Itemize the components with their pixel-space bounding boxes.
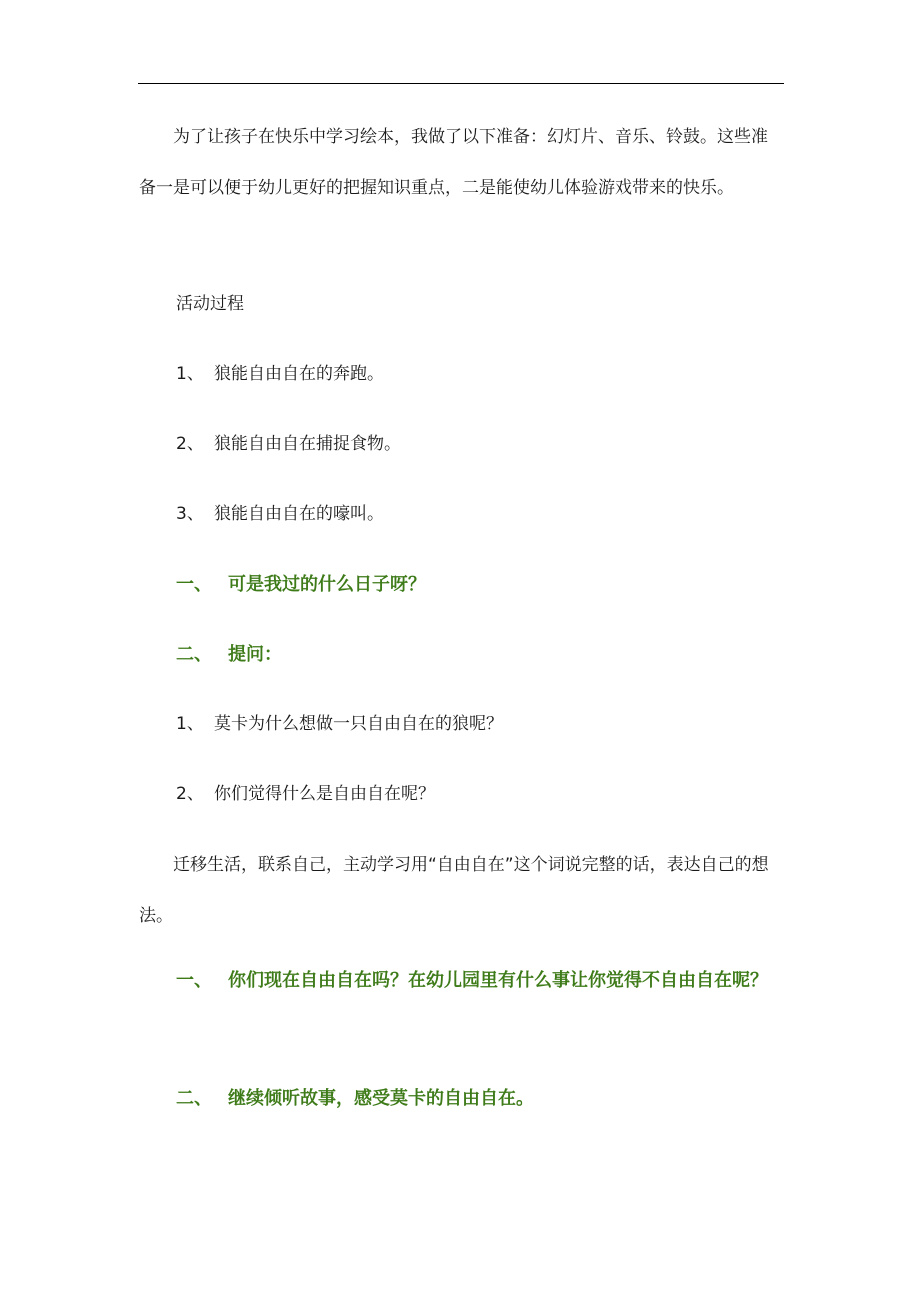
list-item-number: 2、	[176, 784, 204, 804]
heading-number: 一、	[176, 574, 212, 595]
list-item	[176, 716, 784, 733]
list-item-text: 狼能自由自在的奔跑。	[214, 364, 384, 384]
heading-text: 继续倾听故事，感受莫卡的自由自在。	[228, 1088, 534, 1109]
list-item-number: 1、	[176, 364, 204, 384]
heading-number: 二、	[176, 644, 212, 665]
list-item-text: 狼能自由自在的嚎叫。	[214, 504, 384, 524]
green-heading	[176, 576, 784, 594]
heading-text: 你们现在自由自在吗？在幼儿园里有什么事让你觉得不自由自在呢？	[228, 970, 768, 991]
section-title: 活动过程	[176, 294, 244, 314]
heading-number: 一、	[176, 970, 212, 991]
list-item	[176, 506, 784, 523]
list-item-number: 1、	[176, 714, 204, 734]
list-item-text: 你们觉得什么是自由自在呢？	[214, 784, 435, 804]
list-item-text: 狼能自由自在捕捉食物。	[214, 434, 401, 454]
green-heading	[176, 646, 784, 664]
green-heading	[176, 1090, 784, 1108]
list-item	[176, 366, 784, 383]
header-rule	[138, 83, 784, 84]
green-heading	[139, 955, 784, 1006]
list-item-number: 3、	[176, 504, 204, 524]
list-item	[176, 786, 784, 803]
intro-paragraph: 为了让孩子在快乐中学习绘本，我做了以下准备：幻灯片、音乐、铃鼓。这些准备一是可以便于幼儿更好的把握知识重点，二是能使幼儿体验游戏带来的快乐。	[139, 127, 768, 198]
heading-text: 可是我过的什么日子呀？	[228, 574, 426, 595]
heading-text: 提问：	[228, 644, 282, 665]
heading-number: 二、	[176, 1088, 212, 1109]
list-item	[176, 436, 784, 453]
list-item-number: 2、	[176, 434, 204, 454]
transfer-paragraph: 迁移生活，联系自己，主动学习用“自由自在”这个词说完整的话，表达自己的想法。	[139, 855, 769, 926]
list-item-text: 莫卡为什么想做一只自由自在的狼呢？	[214, 714, 503, 734]
